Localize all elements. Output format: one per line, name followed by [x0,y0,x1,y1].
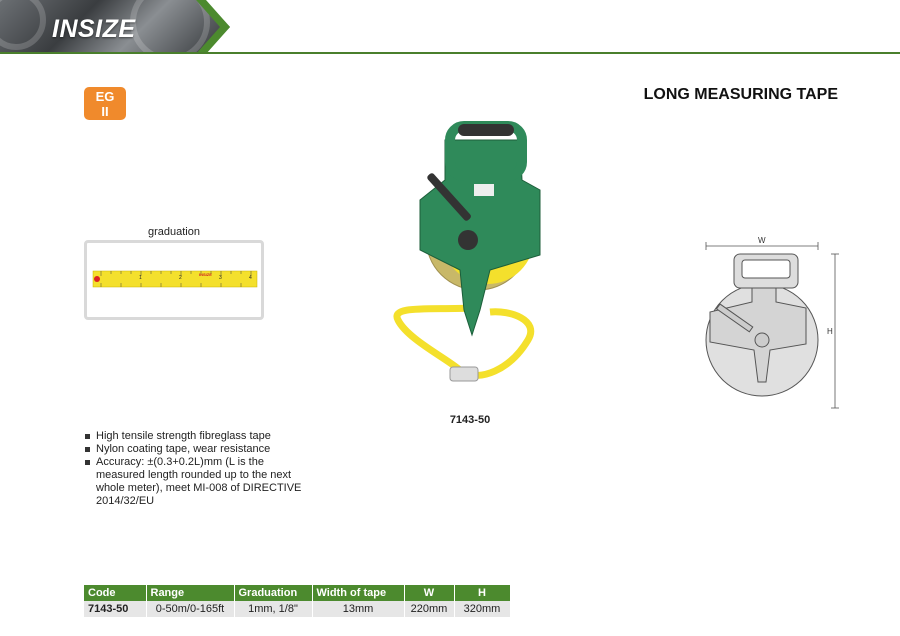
page-title: LONG MEASURING TAPE [643,86,838,103]
spec-header-w: W [404,585,454,601]
spec-cell-h: 320mm [454,601,510,617]
feature-list [84,430,314,508]
spec-header-row [84,585,510,601]
badge-line2: II [101,104,109,119]
ruler-number: 1 [139,275,142,281]
ruler-number: 4 [249,275,252,281]
spec-cell-graduation: 1mm, 1/8" [234,601,312,617]
spec-cell-width: 13mm [312,601,404,617]
product-model-label: 7143-50 [449,414,491,426]
width-dimension-label: W [758,236,766,245]
spec-header-graduation: Graduation [234,585,312,601]
page-header [0,0,900,56]
tape-ruler-illustration [87,243,261,317]
spec-header-range: Range [146,585,234,601]
spec-cell-w: 220mm [404,601,454,617]
spec-header-width: Width of tape [312,585,404,601]
header-divider [0,52,900,54]
feature-item: Nylon coating tape, wear resistance [84,443,314,456]
table-row [84,601,510,617]
dimension-drawing [700,232,845,412]
spec-cell-range: 0-50m/0-165ft [146,601,234,617]
spec-header-code: Code [84,585,146,601]
feature-item: High tensile strength fibreglass tape [84,430,314,443]
ruler-brand: INSIZE [199,272,212,277]
graduation-label: graduation [148,226,200,238]
product-image [390,120,560,390]
feature-item: Accuracy: ±(0.3+0.2L)mm (L is the measured length rounded up to the next whole meter), meet MI-008 of DIRECTIVE 2014/32/EU [84,456,314,508]
height-dimension-label: H [827,327,833,336]
dimension-diagram [700,232,845,412]
badge-line1: EG [95,89,115,104]
spec-table [84,585,511,617]
brand-logo: INSIZE [52,15,136,43]
spec-cell-code: 7143-50 [84,601,146,617]
ruler-number: 2 [179,275,182,281]
ruler-number: 3 [219,275,222,281]
spec-header-h: H [454,585,510,601]
graduation-image [84,240,264,320]
measuring-tape-illustration [390,120,560,390]
eg-class-badge [84,87,126,120]
gear-decoration-icon [0,0,46,50]
